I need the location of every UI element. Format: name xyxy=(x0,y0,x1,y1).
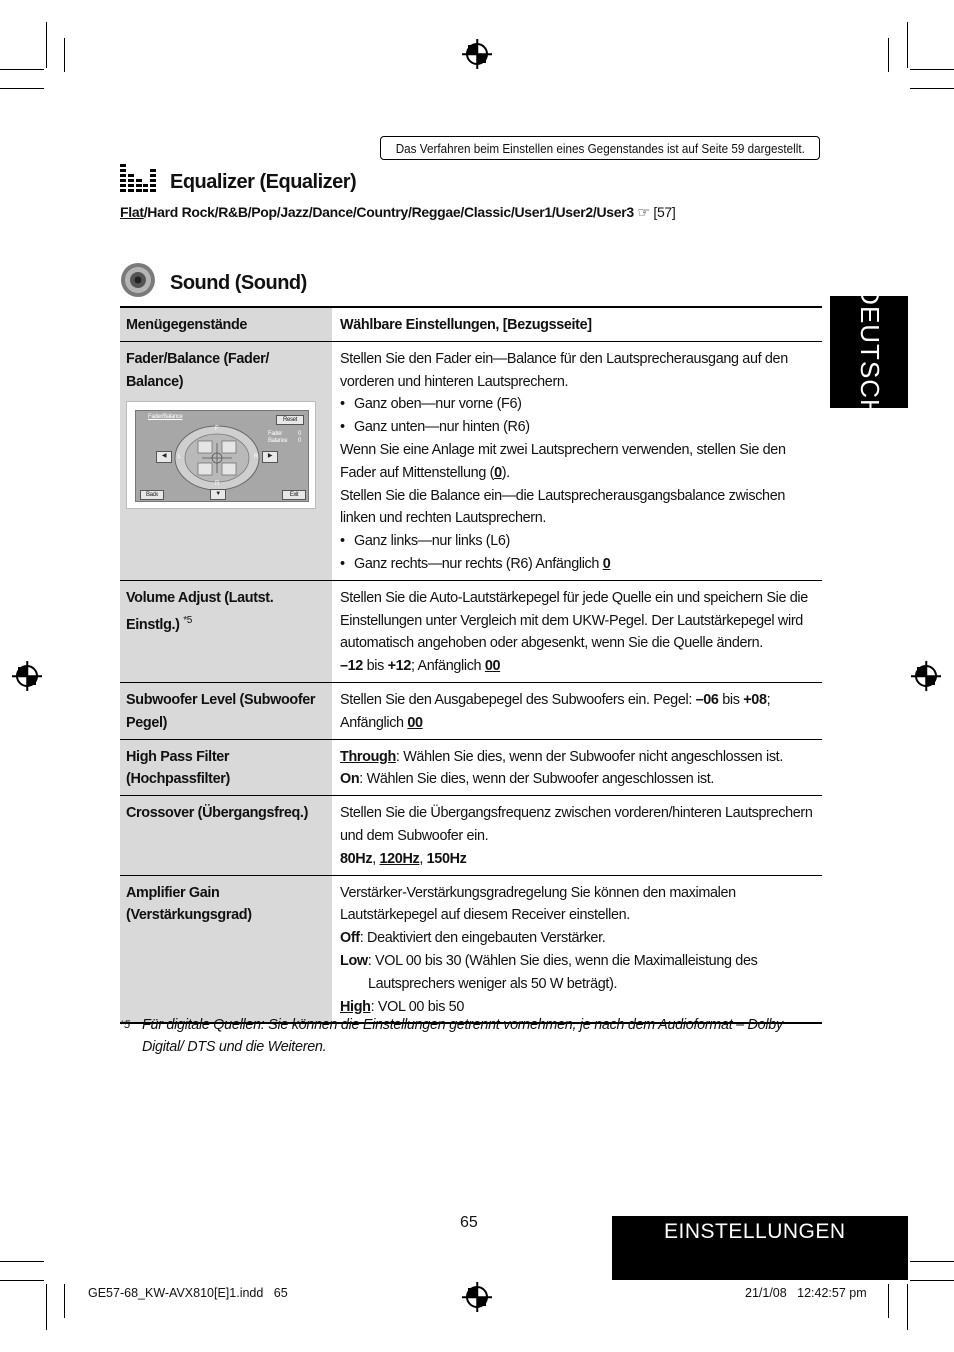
crop-mark xyxy=(910,69,954,70)
procedure-note: Das Verfahren beim Einstellen eines Gegenstandes ist auf Seite 59 dargestellt. xyxy=(380,136,820,160)
table-row xyxy=(120,796,822,875)
amp-description: Verstärker-Verstärkungsgradregelung Sie können den maximalen Lautstärkepegel auf diesem Receiver einstellen. xyxy=(340,884,736,924)
hpf-on: On: Wählen Sie dies, wenn der Subwoofer angeschlossen ist. xyxy=(340,771,715,788)
crop-mark xyxy=(46,1284,47,1330)
screen-left-arrow-icon: ◀ xyxy=(156,451,172,463)
screen-reset-button: Reset xyxy=(276,415,304,425)
equalizer-icon xyxy=(120,162,156,196)
footnote xyxy=(120,1014,820,1058)
registration-mark-icon xyxy=(16,665,38,687)
crop-mark xyxy=(907,1284,908,1330)
crop-mark xyxy=(0,1280,44,1281)
table-row xyxy=(120,875,822,1023)
item-amplifier-gain: Amplifier Gain (Verstärkungsgrad) xyxy=(120,875,332,1023)
reference-icon: ☞ xyxy=(637,204,650,220)
crop-mark xyxy=(0,88,44,89)
amp-off: Off: Deaktiviert den eingebauten Verstärker. xyxy=(340,930,606,947)
crossover-values: 80Hz, 120Hz, 150Hz xyxy=(340,850,467,867)
file-info: GE57-68_KW-AVX810[E]1.indd 65 xyxy=(88,1286,288,1300)
section-tab: EINSTELLUNGEN xyxy=(612,1216,908,1280)
table-header-row xyxy=(120,307,822,341)
equalizer-options xyxy=(120,204,676,221)
registration-mark-icon xyxy=(915,665,937,687)
crop-mark xyxy=(888,1284,889,1318)
screen-balance-value: 0 xyxy=(298,438,301,445)
volume-range: –12 bis +12; Anfänglich 00 xyxy=(340,658,501,675)
list-item: • Ganz unten—nur hinten (R6) xyxy=(340,416,816,439)
crop-mark xyxy=(910,1261,954,1262)
screen-front-label: F xyxy=(215,426,219,433)
screen-balance-label: Balance xyxy=(268,438,288,445)
screen-right-label: R xyxy=(254,454,258,461)
crop-mark xyxy=(910,88,954,89)
crop-mark xyxy=(910,1280,954,1281)
crop-mark xyxy=(888,38,889,72)
amp-low-continued: Lautsprechers weniger als 50 W beträgt). xyxy=(368,975,618,992)
speaker-icon xyxy=(120,262,156,298)
subwoofer-description: Stellen Sie den Ausgabepegel des Subwoofers ein. Pegel: –06 bis +08; Anfänglich 00 xyxy=(340,691,771,731)
col-header-settings: Wählbare Einstellungen, [Bezugsseite] xyxy=(340,317,592,333)
screen-right-arrow-icon: ▶ xyxy=(262,451,278,463)
col-header-items: Menügegenstände xyxy=(120,307,332,341)
page-number: 65 xyxy=(460,1214,478,1231)
fader-two-speaker-note: Wenn Sie eine Anlage mit zwei Lautsprechern verwenden, stellen Sie den Fader auf Mittenstellung (0). xyxy=(340,441,786,481)
screen-left-label: L xyxy=(178,454,181,461)
amp-low: Low: VOL 00 bis 30 (Wählen Sie dies, wenn die Maximalleistung des xyxy=(340,952,758,969)
footnote-text: Für digitale Quellen: Sie können die Einstellungen getrennt vornehmen, je nach dem Audioformat – Dolby Digital/ DTS und die Weiteren. xyxy=(142,1017,783,1055)
screen-fader-value: 0 xyxy=(298,431,301,438)
crop-mark xyxy=(64,38,65,72)
registration-mark-icon xyxy=(466,43,488,65)
language-tab: DEUTSCH xyxy=(830,296,908,408)
item-high-pass-filter: High Pass Filter (Hochpassfilter) xyxy=(120,739,332,796)
date-info: 21/1/08 12:42:57 pm xyxy=(745,1286,867,1300)
screen-exit-button: Exit xyxy=(282,490,306,500)
crop-mark xyxy=(907,22,908,68)
crop-mark xyxy=(64,1284,65,1318)
sound-title: Sound (Sound) xyxy=(170,272,307,294)
list-item: • Ganz oben—nur vorne (F6) xyxy=(340,393,816,416)
crop-mark xyxy=(46,22,47,68)
balance-description: Stellen Sie die Balance ein—die Lautsprecherausgangsbalance zwischen linken und rechten Lautsprechern. xyxy=(340,487,785,527)
amp-high: High: VOL 00 bis 50 xyxy=(340,998,464,1015)
footnote-mark: *5 xyxy=(120,1019,130,1031)
reference-page: [57] xyxy=(653,204,676,220)
fader-balance-screen xyxy=(126,401,316,509)
registration-mark-icon xyxy=(466,1286,488,1308)
table-row xyxy=(120,580,822,682)
hpf-through: Through: Wählen Sie dies, wenn der Subwoofer nicht angeschlossen ist. xyxy=(340,748,783,765)
item-fader-balance: Fader/Balance (Fader/ Balance) xyxy=(126,350,270,390)
table-row xyxy=(120,739,822,796)
equalizer-title: Equalizer (Equalizer) xyxy=(170,171,357,193)
sound-settings-table xyxy=(120,306,822,1024)
fader-description: Stellen Sie den Fader ein—Balance für den Lautsprecherausgang auf den vorderen und hinteren Lautsprechern. xyxy=(340,350,788,390)
screen-down-arrow-icon: ▼ xyxy=(210,489,226,500)
equalizer-options-list: /Hard Rock/R&B/Pop/Jazz/Dance/Country/Reggae/Classic/User1/User2/User3 xyxy=(143,204,634,220)
crop-mark xyxy=(0,1261,44,1262)
screen-rear-label: R xyxy=(215,481,219,488)
screen-back-button: Back xyxy=(140,490,164,500)
table-row xyxy=(120,341,822,580)
equalizer-option-selected: Flat xyxy=(120,204,144,220)
volume-description: Stellen Sie die Auto-Lautstärkepegel für jede Quelle ein und speichern Sie die Einstellungen unter Vergleich mit dem UKW-Pegel. Der Lautstärkepegel wird automatisch angehoben oder abgesenkt, wenn Sie die Quelle ändern. xyxy=(340,589,808,652)
screen-fader-label: Fader xyxy=(268,431,282,438)
item-subwoofer-level: Subwoofer Level (Subwoofer Pegel) xyxy=(120,682,332,739)
table-row xyxy=(120,682,822,739)
crossover-description: Stellen Sie die Übergangsfrequenz zwischen vorderen/hinteren Lautsprechern und dem Subwoofer ein. xyxy=(340,805,813,844)
screen-title: Fader/Balance xyxy=(148,414,183,421)
crop-mark xyxy=(0,69,44,70)
item-volume-adjust: Volume Adjust (Lautst. Einstlg.) $^{*5}$ xyxy=(120,580,332,682)
list-item: • Ganz links—nur links (L6) xyxy=(340,530,816,553)
list-item: • Ganz rechts—nur rechts (R6) Anfänglich 0 xyxy=(340,553,816,576)
item-crossover: Crossover (Übergangsfreq.) xyxy=(120,796,332,875)
